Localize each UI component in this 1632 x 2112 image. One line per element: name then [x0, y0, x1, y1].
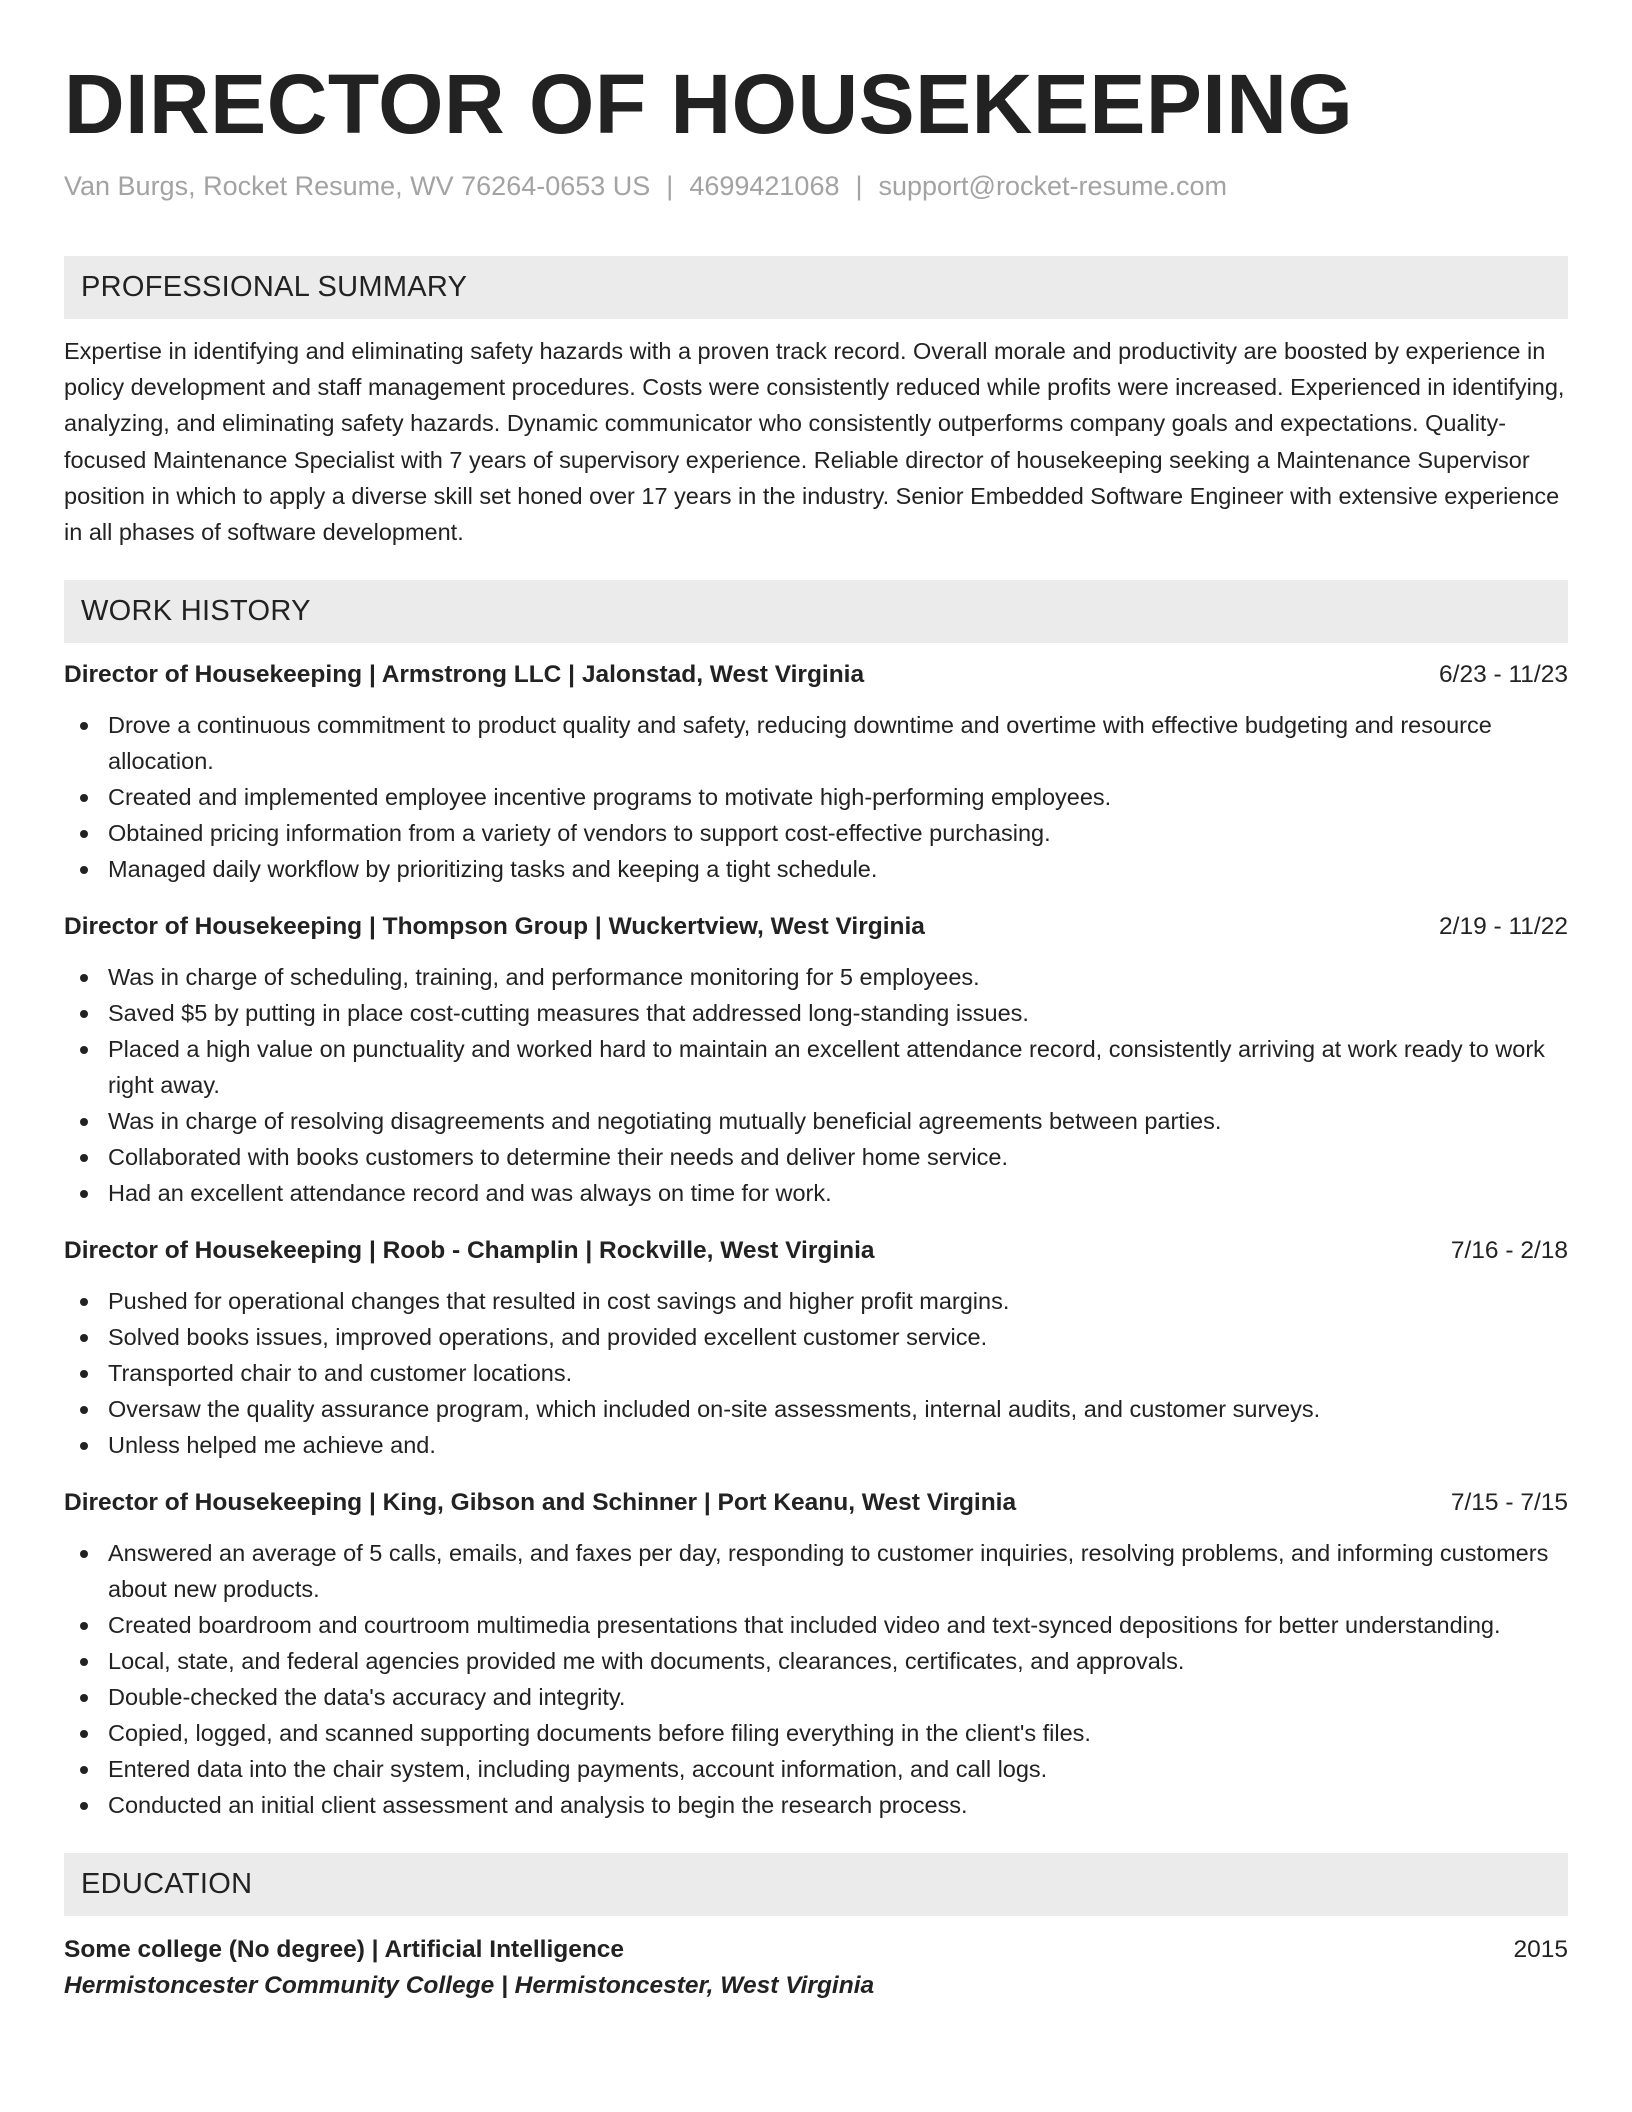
bullet-item: Drove a continuous commitment to product quality and safety, reducing downtime and overtime with effective budgeting and resource allocation. [64, 707, 1568, 779]
job-header [64, 1233, 1568, 1269]
education-header [64, 1932, 1568, 1968]
job-dates: 7/16 - 2/18 [1450, 1237, 1568, 1265]
education-heading: EDUCATION [64, 1853, 1568, 1916]
education-entry [64, 1932, 1568, 2004]
education-year: 2015 [1513, 1936, 1568, 1964]
job-title: Director of Housekeeping | Armstrong LLC | Jalonstad, West Virginia [64, 661, 865, 689]
contact-phone: 4699421068 [689, 171, 840, 201]
job-bullets [64, 707, 1568, 887]
job-bullets [64, 1283, 1568, 1463]
job-bullets [64, 1535, 1568, 1823]
contact-separator: | [855, 171, 863, 201]
bullet-item: Copied, logged, and scanned supporting documents before filing everything in the client's files. [64, 1715, 1568, 1751]
job-entry [64, 909, 1568, 1211]
contact-separator: | [666, 171, 674, 201]
job-title: Director of Housekeeping | Thompson Group | Wuckertview, West Virginia [64, 913, 925, 941]
resume-title: DIRECTOR OF HOUSEKEEPING [64, 57, 1354, 151]
contact-address: Van Burgs, Rocket Resume, WV 76264-0653 US [64, 171, 651, 201]
bullet-item: Oversaw the quality assurance program, which included on-site assessments, internal audits, and customer surveys. [64, 1391, 1568, 1427]
bullet-item: Conducted an initial client assessment and analysis to begin the research process. [64, 1787, 1568, 1823]
bullet-item: Double-checked the data's accuracy and integrity. [64, 1679, 1568, 1715]
bullet-item: Created boardroom and courtroom multimedia presentations that included video and text-synced depositions for better understanding. [64, 1607, 1568, 1643]
bullet-item: Was in charge of scheduling, training, and performance monitoring for 5 employees. [64, 959, 1568, 995]
job-entry [64, 1485, 1568, 1823]
education-degree: Some college (No degree) | Artificial Intelligence [64, 1936, 625, 1964]
job-title: Director of Housekeeping | Roob - Champlin | Rockville, West Virginia [64, 1237, 875, 1265]
job-entry [64, 657, 1568, 887]
bullet-item: Was in charge of resolving disagreements and negotiating mutually beneficial agreements between parties. [64, 1103, 1568, 1139]
contact-line [64, 168, 1568, 204]
job-header [64, 657, 1568, 693]
job-dates: 2/19 - 11/22 [1439, 913, 1568, 941]
bullet-item: Entered data into the chair system, including payments, account information, and call logs. [64, 1751, 1568, 1787]
resume-page [64, 58, 1568, 2004]
bullet-item: Collaborated with books customers to determine their needs and deliver home service. [64, 1139, 1568, 1175]
job-dates: 6/23 - 11/23 [1439, 661, 1568, 689]
bullet-item: Placed a high value on punctuality and worked hard to maintain an excellent attendance record, consistently arriving at work ready to work right away. [64, 1031, 1568, 1103]
bullet-item: Pushed for operational changes that resulted in cost savings and higher profit margins. [64, 1283, 1568, 1319]
summary-text: Expertise in identifying and eliminating safety hazards with a proven track record. Overall morale and productivity are boosted by experience in policy development and staff management procedures. Costs were consistently reduced while profits were increased. Experienced in identifying, analyzing, and eliminating safety hazards. Dynamic communicator who consistently outperforms company goals and expectations. Quality-focused Maintenance Specialist with 7 years of supervisory experience. Reliable director of housekeeping seeking a Maintenance Supervisor position in which to apply a diverse skill set honed over 17 years in the industry. Senior Embedded Software Engineer with extensive experience in all phases of software development. [64, 338, 1565, 546]
bullet-item: Transported chair to and customer locations. [64, 1355, 1568, 1391]
bullet-item: Had an excellent attendance record and was always on time for work. [64, 1175, 1568, 1211]
job-title: Director of Housekeeping | King, Gibson and Schinner | Port Keanu, West Virginia [64, 1489, 1017, 1517]
bullet-item: Saved $5 by putting in place cost-cutting measures that addressed long-standing issues. [64, 995, 1568, 1031]
work-history-heading: WORK HISTORY [64, 580, 1568, 643]
job-header [64, 909, 1568, 945]
bullet-item: Managed daily workflow by prioritizing tasks and keeping a tight schedule. [64, 851, 1568, 887]
contact-email: support@rocket-resume.com [878, 171, 1228, 201]
job-dates: 7/15 - 7/15 [1450, 1489, 1568, 1517]
bullet-item: Solved books issues, improved operations, and provided excellent customer service. [64, 1319, 1568, 1355]
job-bullets [64, 959, 1568, 1211]
summary-heading: PROFESSIONAL SUMMARY [64, 256, 1568, 319]
bullet-item: Unless helped me achieve and. [64, 1427, 1568, 1463]
bullet-item: Answered an average of 5 calls, emails, and faxes per day, responding to customer inquiries, resolving problems, and informing customers about new products. [64, 1535, 1568, 1607]
bullet-item: Local, state, and federal agencies provided me with documents, clearances, certificates, and approvals. [64, 1643, 1568, 1679]
job-entry [64, 1233, 1568, 1463]
job-header [64, 1485, 1568, 1521]
bullet-item: Obtained pricing information from a variety of vendors to support cost-effective purchasing. [64, 815, 1568, 851]
education-school: Hermistoncester Community College | Hermistoncester, West Virginia [64, 1972, 875, 2000]
bullet-item: Created and implemented employee incentive programs to motivate high-performing employees. [64, 779, 1568, 815]
